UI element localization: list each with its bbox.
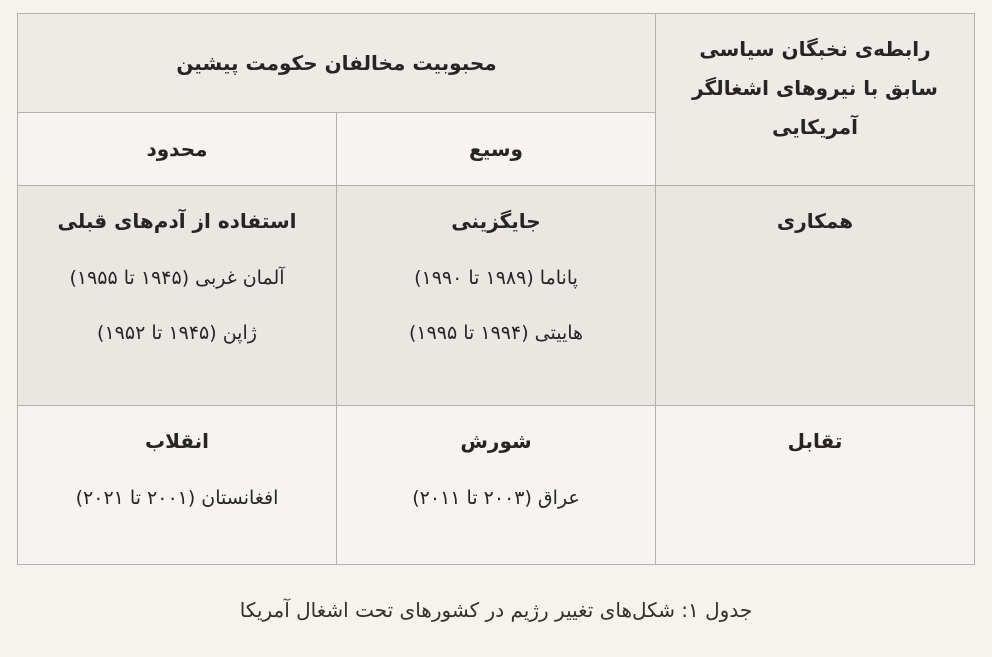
confrontation-row xyxy=(17,406,974,565)
japan-entry: ژاپن (۱۹۴۵ تا ۱۹۵۲) xyxy=(97,322,257,344)
confrontation-cell xyxy=(656,406,975,565)
cooperation-cell xyxy=(656,186,975,406)
iraq-entry: عراق (۲۰۰۳ تا ۲۰۱۱) xyxy=(412,487,580,509)
insurgency-title: شورش xyxy=(460,429,532,453)
header-row-1 xyxy=(17,14,974,113)
subheader-wide-cell: وسیع xyxy=(337,113,656,186)
replacement-title: جایگزینی xyxy=(451,209,541,233)
revolution-title: انقلاب xyxy=(144,429,210,453)
haiti-entry: هاییتی (۱۹۹۴ تا ۱۹۹۵) xyxy=(408,322,584,344)
insurgency-cell xyxy=(337,406,656,565)
panama-entry: پاناما (۱۹۸۹ تا ۱۹۹۰) xyxy=(414,267,578,289)
afghanistan-entry: افغانستان (۲۰۰۱ تا ۲۰۲۱) xyxy=(75,487,279,509)
reuse-previous-cell xyxy=(17,186,336,406)
table-caption: جدول ۱: شکل‌های تغییر رژیم در کشورهای تحت اشغال آمریکا xyxy=(239,598,753,622)
reuse-previous-title: استفاده از آدم‌های قبلی xyxy=(57,209,297,233)
header-relation-cell: رابطه‌ی نخبگان سیاسی سابق با نیروهای اشغالگر آمریکایی xyxy=(656,14,975,186)
regime-change-table-wrap xyxy=(18,13,975,565)
west-germany-entry: آلمان غربی (۱۹۴۵ تا ۱۹۵۵) xyxy=(69,267,285,289)
replacement-cell xyxy=(337,186,656,406)
revolution-cell xyxy=(17,406,336,565)
cooperation-row xyxy=(17,186,974,406)
subheader-limited-cell: محدود xyxy=(17,113,336,186)
confrontation-label: تقابل xyxy=(787,429,843,453)
header-popularity-cell: محبوبیت مخالفان حکومت پیشین xyxy=(17,14,655,113)
cooperation-label: همکاری xyxy=(776,209,854,233)
regime-change-table xyxy=(17,13,975,565)
